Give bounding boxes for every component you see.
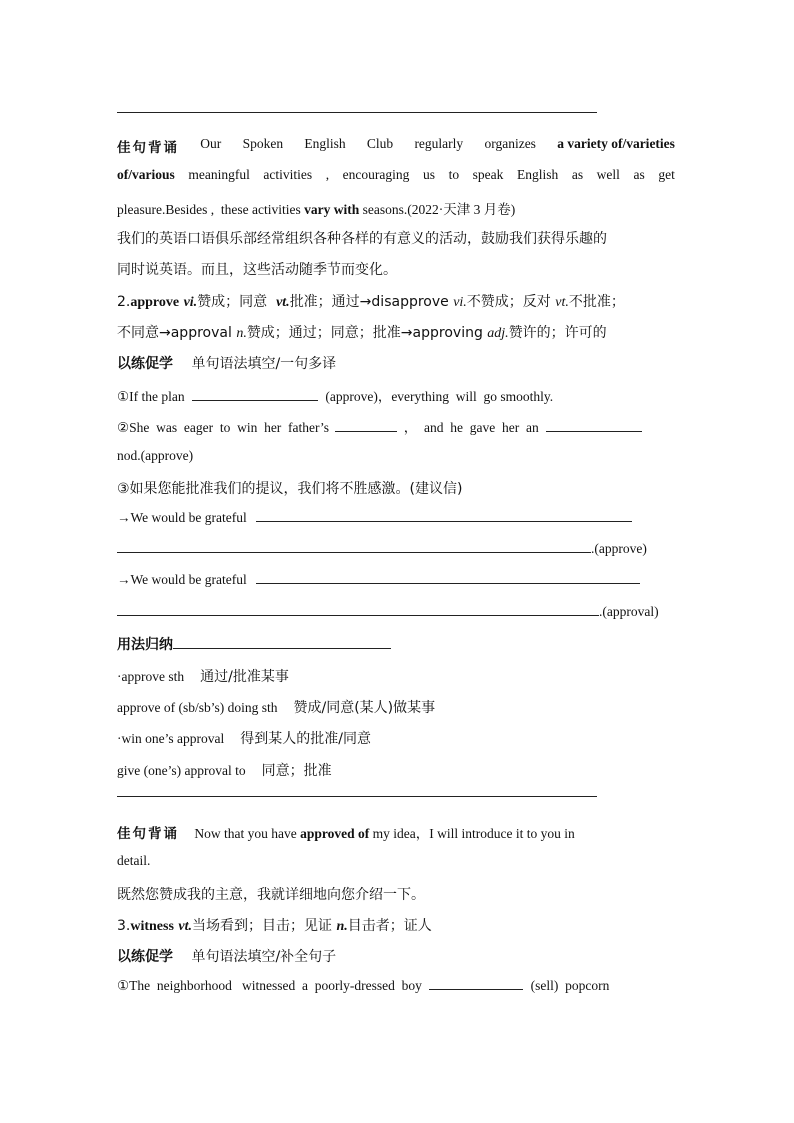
question-w1: ①The neighborhood witnessed a poorly-dressed boy (sell) popcorn: [117, 978, 610, 993]
answer-blank[interactable]: [335, 421, 397, 432]
usage-3: ·win one’s approval 得到某人的批准/同意: [117, 731, 371, 747]
sentence-2-line-1: 佳句背诵 Now that you have approved of my idea，I will introduce it to you in: [117, 826, 575, 842]
translation-2: →We would be grateful: [117, 572, 640, 588]
bold-phrase: approved of: [300, 826, 370, 841]
sentence-2-line-2: detail.: [117, 853, 151, 868]
translation-line-2: 同时说英语。而且，这些活动随季节而变化。: [117, 262, 397, 278]
usage-2: approve of (sb/sb’s) doing sth 赞成/同意(某人)做某事: [117, 700, 436, 716]
translation-2-line: 既然您赞成我的主意，我就详细地向您介绍一下。: [117, 887, 425, 903]
vocab-derivatives: 不同意→approval n.赞成；通过；同意；批准→approving adj.赞许的；许可的: [117, 325, 607, 341]
translation-2-cont: .(approval): [117, 604, 659, 620]
bold-phrase: a variety of/varieties: [557, 136, 675, 151]
translation-1-cont: .(approve): [117, 541, 647, 557]
practice-heading-2: 以练促学 单句语法填空/补全句子: [117, 949, 337, 965]
bold-phrase: vary with: [304, 202, 360, 217]
sentence-line-1: 佳句背诵 Our Spoken English Club regularly organizes a variety of/varieties: [117, 136, 675, 156]
usage-4: give (one’s) approval to 同意；批准: [117, 763, 332, 779]
top-divider: [117, 112, 597, 113]
question-3: ③如果您能批准我们的提议，我们将不胜感激。(建议信): [117, 481, 463, 497]
answer-blank[interactable]: [256, 511, 632, 522]
question-2-end: nod.(approve): [117, 448, 194, 463]
section-divider: [117, 796, 597, 797]
translation-line-1: 我们的英语口语俱乐部经常组织各种各样的有意义的活动，鼓励我们获得乐趣的: [117, 231, 607, 247]
vocab-entry-witness: 3.witness vt.当场看到；目击；见证 n.目击者；证人: [117, 918, 432, 934]
answer-blank[interactable]: [117, 542, 591, 553]
question-1: ①If the plan (approve)，everything will go smoothly.: [117, 389, 554, 404]
vocab-entry-approve: 2.approve vi.赞成；同意 vt.批准；通过→disapprove vi.不赞成；反对 vt.不批准；: [117, 294, 625, 310]
usage-1: ·approve sth 通过/批准某事: [117, 669, 289, 685]
translation-1: →We would be grateful: [117, 510, 632, 526]
sentence-line-3: pleasure.Besides , these activities vary with seasons.(2022·天津 3 月卷): [117, 202, 516, 217]
section-tag: 佳句背诵: [117, 826, 179, 842]
answer-blank[interactable]: [546, 421, 642, 432]
answer-blank[interactable]: [192, 390, 318, 401]
headword: witness: [130, 919, 174, 934]
headword: approve: [130, 295, 180, 310]
question-2: ②She was eager to win her father’s ， and he gave her an: [117, 416, 642, 436]
bold-phrase: of/various: [117, 167, 175, 182]
section-tag: 佳句背诵: [117, 140, 179, 156]
answer-blank[interactable]: [117, 605, 599, 616]
sentence-line-2: of/various meaningful activities , encouraging us to speak English as well as get: [117, 167, 675, 182]
usage-rule: [173, 638, 391, 649]
practice-heading: 以练促学 单句语法填空/一句多译: [117, 356, 337, 372]
usage-heading: 用法归纳: [117, 634, 391, 654]
answer-blank[interactable]: [256, 573, 640, 584]
answer-blank[interactable]: [429, 979, 523, 990]
